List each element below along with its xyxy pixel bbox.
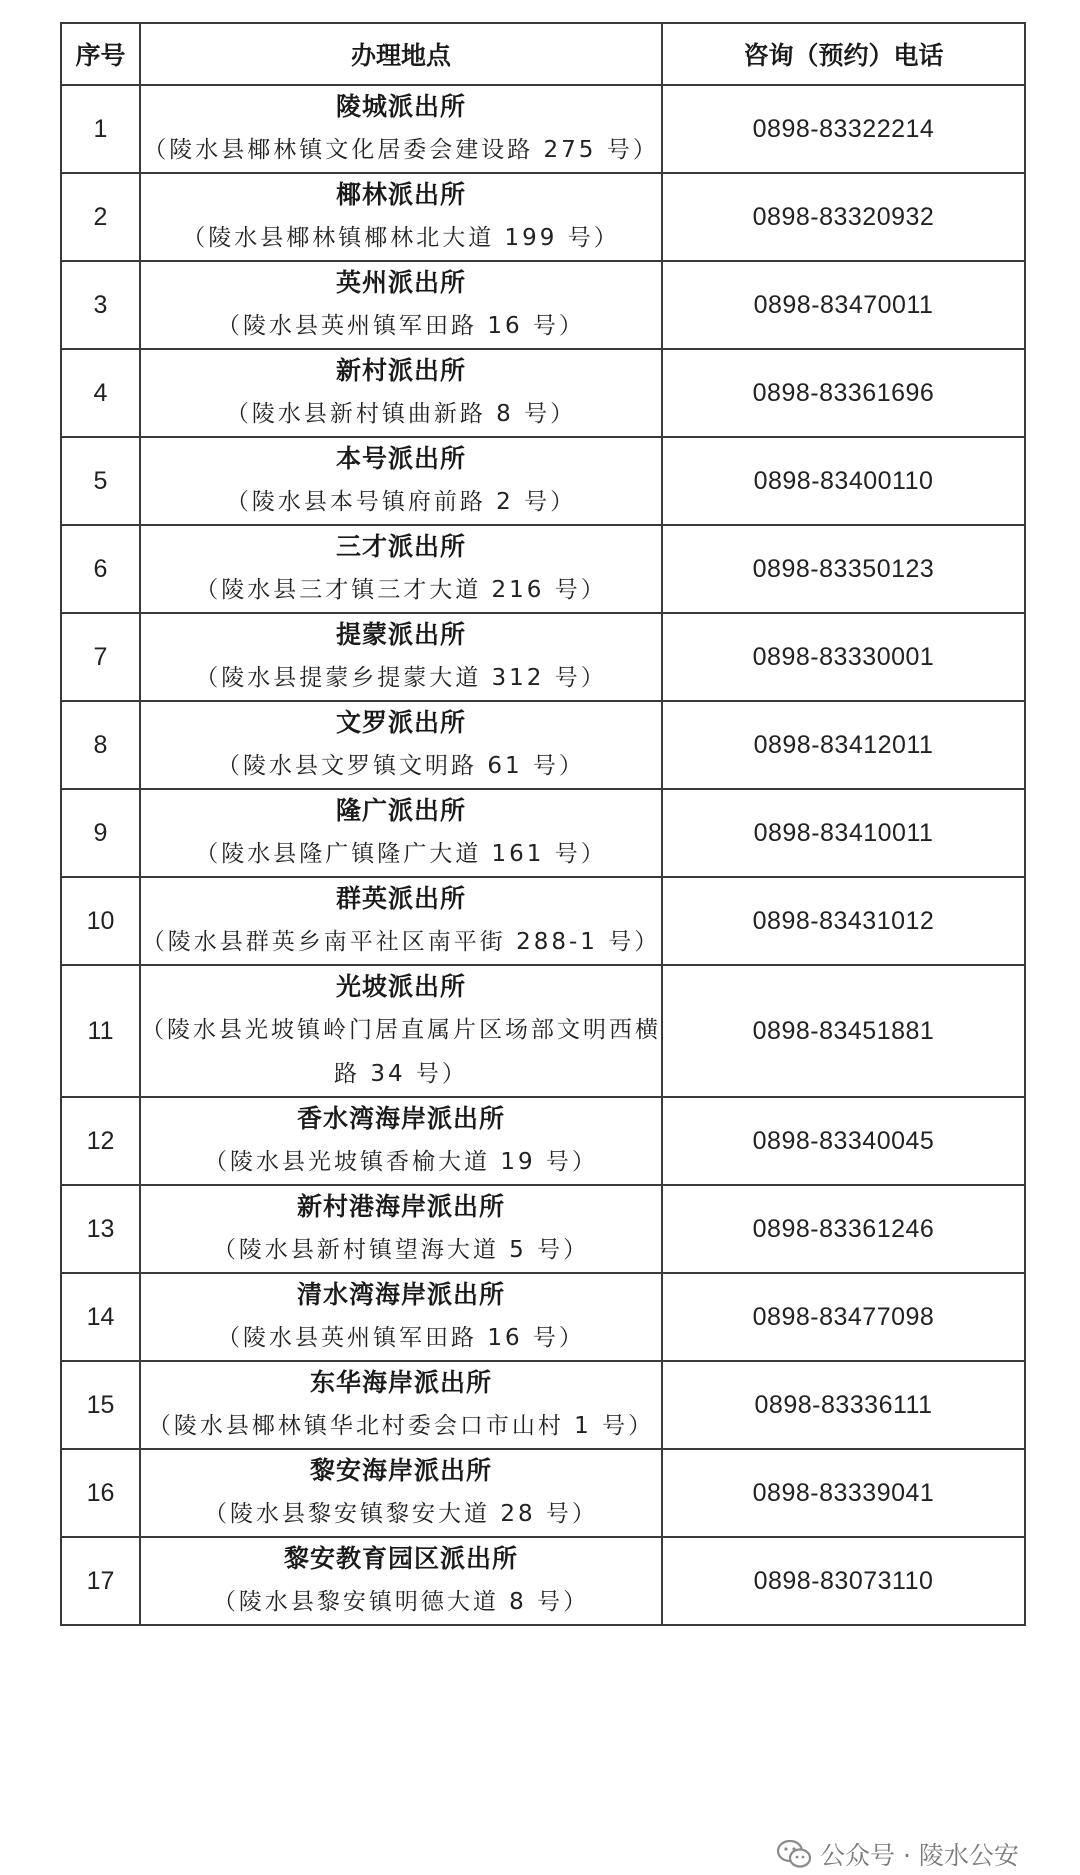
station-name: 清水湾海岸派出所 bbox=[296, 1280, 505, 1309]
wechat-icon bbox=[776, 1839, 812, 1869]
table-row bbox=[61, 1273, 1025, 1361]
station-name: 东华海岸派出所 bbox=[309, 1368, 492, 1397]
table-body bbox=[61, 85, 1025, 1625]
row-phone: 0898-83339041 bbox=[662, 1449, 1025, 1537]
row-location bbox=[140, 789, 662, 877]
row-location bbox=[140, 1097, 662, 1185]
station-name: 三才派出所 bbox=[335, 532, 466, 561]
table-row bbox=[61, 789, 1025, 877]
station-address: （陵水县椰林镇椰林北大道 199 号） bbox=[182, 225, 620, 251]
row-location bbox=[140, 1185, 662, 1273]
table-row bbox=[61, 1449, 1025, 1537]
station-address: （陵水县黎安镇黎安大道 28 号） bbox=[204, 1501, 598, 1527]
row-location bbox=[140, 349, 662, 437]
table-row bbox=[61, 85, 1025, 173]
station-address: （陵水县英州镇军田路 16 号） bbox=[217, 313, 585, 339]
row-location bbox=[140, 261, 662, 349]
row-location bbox=[140, 437, 662, 525]
station-address: （陵水县黎安镇明德大道 8 号） bbox=[212, 1589, 590, 1615]
row-phone: 0898-83431012 bbox=[662, 877, 1025, 965]
table-row bbox=[61, 965, 1025, 1097]
table-row bbox=[61, 1361, 1025, 1449]
row-index: 3 bbox=[61, 261, 140, 349]
station-name: 新村派出所 bbox=[335, 356, 466, 385]
station-address: （陵水县群英乡南平社区南平街 288-1 号） bbox=[141, 929, 661, 955]
table-row bbox=[61, 877, 1025, 965]
row-location bbox=[140, 1361, 662, 1449]
watermark bbox=[770, 1834, 1025, 1874]
table-row bbox=[61, 613, 1025, 701]
station-address: （陵水县光坡镇岭门居直属片区场部文明西横路 34 号） bbox=[141, 1017, 661, 1087]
row-index: 14 bbox=[61, 1273, 140, 1361]
row-index: 8 bbox=[61, 701, 140, 789]
row-location bbox=[140, 965, 662, 1097]
row-phone: 0898-83451881 bbox=[662, 965, 1025, 1097]
table-row bbox=[61, 437, 1025, 525]
row-phone: 0898-83336111 bbox=[662, 1361, 1025, 1449]
row-index: 9 bbox=[61, 789, 140, 877]
station-name: 黎安教育园区派出所 bbox=[283, 1544, 518, 1573]
row-index: 2 bbox=[61, 173, 140, 261]
row-index: 1 bbox=[61, 85, 140, 173]
row-index: 15 bbox=[61, 1361, 140, 1449]
row-index: 4 bbox=[61, 349, 140, 437]
row-index: 13 bbox=[61, 1185, 140, 1273]
station-name: 光坡派出所 bbox=[335, 972, 466, 1001]
header-location: 办理地点 bbox=[140, 23, 662, 85]
row-phone: 0898-83400110 bbox=[662, 437, 1025, 525]
row-index: 10 bbox=[61, 877, 140, 965]
table-row bbox=[61, 261, 1025, 349]
station-name: 香水湾海岸派出所 bbox=[296, 1104, 505, 1133]
row-phone: 0898-83320932 bbox=[662, 173, 1025, 261]
station-address: （陵水县本号镇府前路 2 号） bbox=[225, 489, 577, 515]
row-index: 17 bbox=[61, 1537, 140, 1625]
station-address: （陵水县提蒙乡提蒙大道 312 号） bbox=[195, 665, 607, 691]
station-name: 本号派出所 bbox=[335, 444, 466, 473]
station-address: （陵水县隆广镇隆广大道 161 号） bbox=[195, 841, 607, 867]
station-name: 提蒙派出所 bbox=[335, 620, 466, 649]
header-phone: 咨询（预约）电话 bbox=[662, 23, 1025, 85]
row-location bbox=[140, 613, 662, 701]
station-address: （陵水县椰林镇华北村委会口市山村 1 号） bbox=[147, 1413, 655, 1439]
row-phone: 0898-83361696 bbox=[662, 349, 1025, 437]
table-row bbox=[61, 525, 1025, 613]
table-row bbox=[61, 1537, 1025, 1625]
station-address: （陵水县新村镇曲新路 8 号） bbox=[225, 401, 577, 427]
station-address: （陵水县新村镇望海大道 5 号） bbox=[212, 1237, 590, 1263]
table-row bbox=[61, 701, 1025, 789]
row-phone: 0898-83340045 bbox=[662, 1097, 1025, 1185]
row-index: 5 bbox=[61, 437, 140, 525]
table-row bbox=[61, 1097, 1025, 1185]
station-address: （陵水县椰林镇文化居委会建设路 275 号） bbox=[143, 137, 659, 163]
table-row bbox=[61, 173, 1025, 261]
station-name: 隆广派出所 bbox=[335, 796, 466, 825]
row-phone: 0898-83322214 bbox=[662, 85, 1025, 173]
table-header-row bbox=[61, 23, 1025, 85]
station-name: 黎安海岸派出所 bbox=[309, 1456, 492, 1485]
row-phone: 0898-83477098 bbox=[662, 1273, 1025, 1361]
row-phone: 0898-83412011 bbox=[662, 701, 1025, 789]
station-name: 英州派出所 bbox=[335, 268, 466, 297]
row-phone: 0898-83330001 bbox=[662, 613, 1025, 701]
station-address: （陵水县英州镇军田路 16 号） bbox=[217, 1325, 585, 1351]
row-location bbox=[140, 1273, 662, 1361]
row-location bbox=[140, 877, 662, 965]
table-row bbox=[61, 1185, 1025, 1273]
table-row bbox=[61, 349, 1025, 437]
station-name: 陵城派出所 bbox=[335, 92, 466, 121]
header-index: 序号 bbox=[61, 23, 140, 85]
row-phone: 0898-83073110 bbox=[662, 1537, 1025, 1625]
row-index: 12 bbox=[61, 1097, 140, 1185]
station-address: （陵水县光坡镇香榆大道 19 号） bbox=[204, 1149, 598, 1175]
row-phone: 0898-83361246 bbox=[662, 1185, 1025, 1273]
row-index: 11 bbox=[61, 965, 140, 1097]
row-location bbox=[140, 173, 662, 261]
station-name: 群英派出所 bbox=[335, 884, 466, 913]
row-location bbox=[140, 525, 662, 613]
row-location bbox=[140, 701, 662, 789]
row-phone: 0898-83410011 bbox=[662, 789, 1025, 877]
station-name: 新村港海岸派出所 bbox=[296, 1192, 505, 1221]
row-location bbox=[140, 85, 662, 173]
station-name: 文罗派出所 bbox=[335, 708, 466, 737]
station-name: 椰林派出所 bbox=[335, 180, 466, 209]
row-location bbox=[140, 1537, 662, 1625]
row-location bbox=[140, 1449, 662, 1537]
row-index: 16 bbox=[61, 1449, 140, 1537]
station-address: （陵水县三才镇三才大道 216 号） bbox=[195, 577, 607, 603]
police-station-table bbox=[60, 22, 1026, 1626]
watermark-text: 公众号 · 陵水公安 bbox=[820, 1841, 1019, 1870]
row-phone: 0898-83470011 bbox=[662, 261, 1025, 349]
station-address: （陵水县文罗镇文明路 61 号） bbox=[217, 753, 585, 779]
row-index: 7 bbox=[61, 613, 140, 701]
row-index: 6 bbox=[61, 525, 140, 613]
row-phone: 0898-83350123 bbox=[662, 525, 1025, 613]
